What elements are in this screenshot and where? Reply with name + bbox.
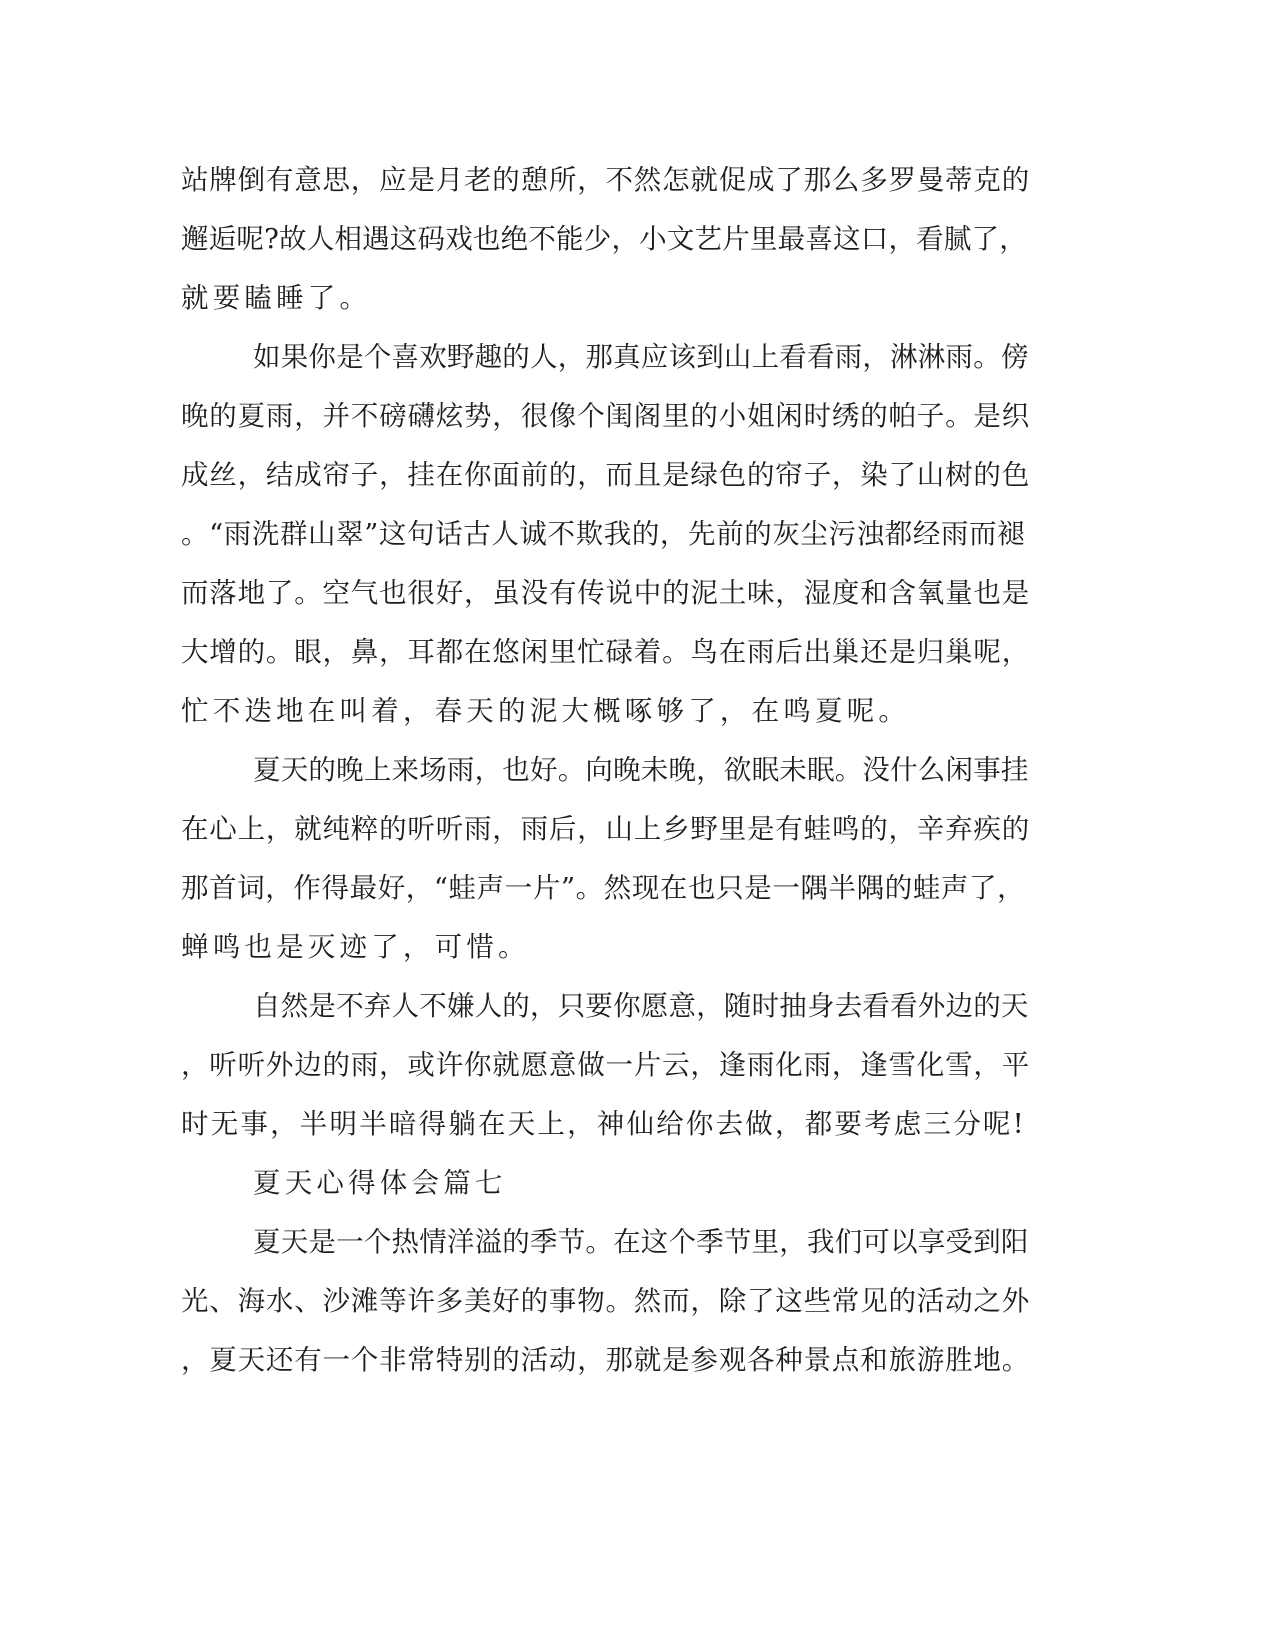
text-line: 。“雨洗群山翠”这句话古人诚不欺我的，先前的灰尘污浊都经雨而褪 xyxy=(181,518,1026,550)
text-line: 自然是不弃人不嫌人的，只要你愿意，随时抽身去看看外边的天 xyxy=(253,990,1029,1022)
text-line: 站牌倒有意思，应是月老的憩所，不然怎就促成了那么多罗曼蒂克的 xyxy=(181,164,1030,196)
text-line: 成丝，结成帘子，挂在你面前的，而且是绿色的帘子，染了山树的色 xyxy=(181,459,1030,491)
text-line: 光、海水、沙滩等许多美好的事物。然而，除了这些常见的活动之外 xyxy=(181,1285,1030,1317)
text-line: 在心上，就纯粹的听听雨，雨后，山上乡野里是有蛙鸣的，辛弃疾的 xyxy=(181,813,1030,845)
text-line: 大增的。眼，鼻，耳都在悠闲里忙碌着。鸟在雨后出巢还是归巢呢， xyxy=(181,636,1030,668)
text-line: 夏天的晚上来场雨，也好。向晚未晚，欲眠未眠。没什么闲事挂 xyxy=(253,754,1029,786)
text-line: 忙不迭地在叫着，春天的泥大概啄够了，在鸣夏呢。 xyxy=(181,695,911,727)
text-line: 蝉鸣也是灭迹了，可惜。 xyxy=(181,931,530,963)
text-line: 就要瞌睡了。 xyxy=(181,282,372,314)
text-line: 时无事，半明半暗得躺在天上，神仙给你去做，都要考虑三分呢! xyxy=(181,1108,1026,1140)
text-line: ，夏天还有一个非常特别的活动，那就是参观各种景点和旅游胜地。 xyxy=(181,1344,1030,1376)
text-line: 而落地了。空气也很好，虽没有传说中的泥土味，湿度和含氧量也是 xyxy=(181,577,1030,609)
text-line: ，听听外边的雨，或许你就愿意做一片云，逢雨化雨，逢雪化雪，平 xyxy=(181,1049,1030,1081)
text-line: 邂逅呢?故人相遇这码戏也绝不能少，小文艺片里最喜这口，看腻了， xyxy=(181,223,1027,255)
section-heading: 夏天心得体会篇七 xyxy=(253,1167,507,1199)
text-line: 那首词，作得最好，“蛙声一片”。然现在也只是一隅半隅的蛙声了， xyxy=(181,872,1026,904)
text-line: 晚的夏雨，并不磅礴炫势，很像个闺阁里的小姐闲时绣的帕子。是织 xyxy=(181,400,1030,432)
text-line: 夏天是一个热情洋溢的季节。在这个季节里，我们可以享受到阳 xyxy=(253,1226,1029,1258)
text-line: 如果你是个喜欢野趣的人，那真应该到山上看看雨，淋淋雨。傍 xyxy=(253,341,1029,373)
